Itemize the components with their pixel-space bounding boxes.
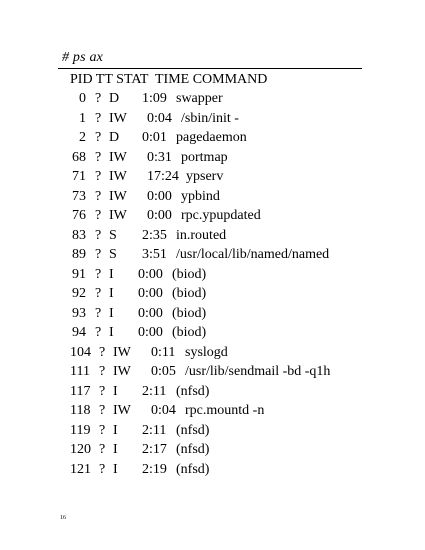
time-cell: 0:01: [142, 130, 167, 145]
process-row: [0, 284, 425, 303]
pid-cell: 2: [79, 130, 86, 145]
process-row: [0, 89, 425, 108]
command-cell: syslogd: [185, 344, 228, 360]
pid-cell: 93: [72, 305, 86, 321]
shell-prompt-command: # ps ax: [62, 50, 104, 65]
pid-cell: 120: [70, 442, 91, 457]
tt-cell: ?: [99, 403, 106, 418]
process-row: [0, 343, 425, 362]
tt-cell: ?: [95, 266, 102, 282]
time-cell: 0:00: [147, 188, 172, 204]
stat-cell: S: [109, 227, 117, 243]
process-row: [0, 128, 425, 147]
command-cell: ypbind: [181, 188, 220, 204]
process-row: [0, 245, 425, 264]
stat-cell: I: [113, 422, 118, 438]
tt-cell: ?: [95, 305, 102, 321]
process-row: [0, 148, 425, 167]
command-cell: pagedaemon: [176, 130, 247, 145]
pid-cell: 91: [72, 266, 86, 282]
command-cell: /usr/lib/sendmail -bd -q1h: [185, 364, 331, 379]
stat-cell: IW: [113, 403, 131, 418]
time-cell: 2:11: [142, 383, 167, 399]
time-cell: 0:00: [138, 325, 163, 340]
tt-cell: ?: [95, 208, 102, 223]
time-cell: 3:51: [142, 247, 167, 262]
command-cell: portmap: [181, 149, 228, 165]
command-cell: (nfsd): [176, 422, 210, 438]
time-cell: 2:19: [142, 461, 167, 477]
process-row: [0, 265, 425, 284]
command-cell: /usr/local/lib/named/named: [176, 247, 330, 262]
stat-cell: IW: [113, 344, 131, 360]
stat-cell: IW: [109, 169, 127, 184]
process-row: [0, 323, 425, 342]
process-row: [0, 187, 425, 206]
pid-cell: 104: [70, 344, 91, 360]
stat-cell: I: [113, 383, 118, 399]
command-cell: in.routed: [176, 227, 227, 243]
stat-cell: IW: [109, 188, 127, 204]
command-cell: (biod): [172, 286, 207, 301]
pid-cell: 76: [72, 208, 86, 223]
process-row: [0, 460, 425, 479]
stat-cell: I: [113, 461, 118, 477]
pid-cell: 94: [72, 325, 86, 340]
process-row: [0, 206, 425, 225]
time-cell: 0:04: [147, 110, 172, 126]
pid-cell: 89: [72, 247, 86, 262]
stat-cell: D: [109, 91, 120, 106]
stat-cell: S: [109, 247, 117, 262]
command-cell: (biod): [172, 325, 207, 340]
command-cell: (nfsd): [176, 442, 210, 457]
command-cell: swapper: [176, 91, 223, 106]
tt-cell: ?: [95, 325, 102, 340]
tt-cell: ?: [95, 188, 102, 204]
process-row: [0, 167, 425, 186]
stat-cell: IW: [109, 110, 127, 126]
pid-cell: 68: [72, 149, 86, 165]
stat-cell: IW: [109, 149, 127, 165]
header-rule: [58, 68, 362, 69]
stat-cell: I: [109, 266, 114, 282]
page-number: 16: [60, 515, 66, 521]
pid-cell: 83: [72, 227, 86, 243]
time-cell: 0:11: [151, 344, 176, 360]
pid-cell: 121: [70, 461, 91, 477]
time-cell: 1:09: [142, 91, 167, 106]
command-cell: (nfsd): [176, 461, 210, 477]
time-cell: 2:11: [142, 422, 167, 438]
command-cell: (biod): [172, 266, 207, 282]
pid-cell: 111: [70, 364, 90, 379]
pid-cell: 1: [79, 110, 86, 126]
tt-cell: ?: [95, 91, 102, 106]
pid-cell: 71: [72, 169, 86, 184]
tt-cell: ?: [99, 461, 106, 477]
stat-cell: I: [109, 325, 114, 340]
command-cell: ypserv: [186, 169, 224, 184]
command-cell: (biod): [172, 305, 207, 321]
pid-cell: 118: [70, 403, 91, 418]
time-cell: 17:24: [147, 169, 179, 184]
pid-cell: 117: [70, 383, 91, 399]
tt-cell: ?: [99, 422, 106, 438]
tt-cell: ?: [95, 149, 102, 165]
time-cell: 0:05: [151, 364, 176, 379]
command-cell: (nfsd): [176, 383, 210, 399]
pid-cell: 0: [79, 91, 86, 106]
process-row: [0, 401, 425, 420]
tt-cell: ?: [95, 110, 102, 126]
time-cell: 0:00: [138, 305, 163, 321]
stat-cell: I: [113, 442, 118, 457]
stat-cell: I: [109, 305, 114, 321]
tt-cell: ?: [99, 344, 106, 360]
tt-cell: ?: [99, 383, 106, 399]
column-header: PID TT STAT TIME COMMAND: [70, 72, 268, 87]
process-row: [0, 109, 425, 128]
pid-cell: 119: [70, 422, 91, 438]
tt-cell: ?: [95, 169, 102, 184]
stat-cell: IW: [113, 364, 131, 379]
process-row: [0, 362, 425, 381]
tt-cell: ?: [95, 286, 102, 301]
process-row: [0, 226, 425, 245]
stat-cell: IW: [109, 208, 127, 223]
tt-cell: ?: [95, 247, 102, 262]
command-cell: rpc.mountd -n: [185, 403, 265, 418]
time-cell: 0:00: [138, 266, 163, 282]
pid-cell: 92: [72, 286, 86, 301]
time-cell: 0:04: [151, 403, 176, 418]
tt-cell: ?: [99, 442, 106, 457]
tt-cell: ?: [99, 364, 106, 379]
tt-cell: ?: [95, 227, 102, 243]
time-cell: 2:17: [142, 442, 167, 457]
stat-cell: I: [109, 286, 114, 301]
stat-cell: D: [109, 130, 120, 145]
pid-cell: 73: [72, 188, 86, 204]
time-cell: 2:35: [142, 227, 167, 243]
process-row: [0, 304, 425, 323]
process-row: [0, 440, 425, 459]
tt-cell: ?: [95, 130, 102, 145]
command-cell: rpc.ypupdated: [181, 208, 261, 223]
command-cell: /sbin/init -: [181, 110, 239, 126]
time-cell: 0:00: [147, 208, 172, 223]
process-row: [0, 382, 425, 401]
process-row: [0, 421, 425, 440]
time-cell: 0:00: [138, 286, 163, 301]
time-cell: 0:31: [147, 149, 172, 165]
